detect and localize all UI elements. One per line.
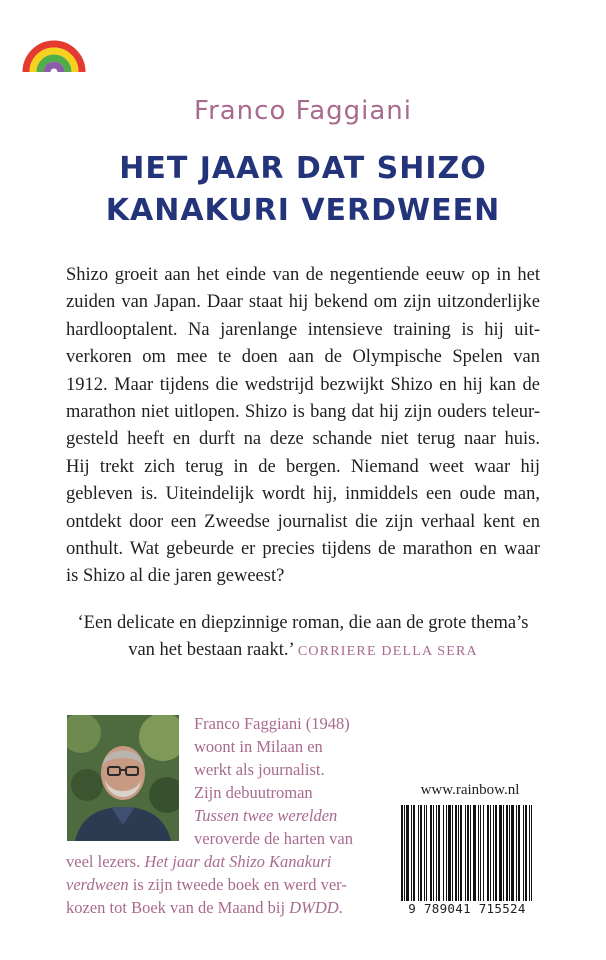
barcode-bar bbox=[495, 805, 497, 901]
barcode-bar bbox=[478, 805, 479, 901]
barcode-bar bbox=[487, 805, 489, 901]
quote-line-2 bbox=[66, 637, 540, 665]
barcode-bar bbox=[430, 805, 432, 901]
blurb-line: hardlooptalent. Na jarenlange intensieve training is hij uit- bbox=[66, 319, 540, 340]
barcode-bar bbox=[465, 805, 466, 901]
barcode-bar bbox=[525, 805, 527, 901]
barcode-bar bbox=[455, 805, 457, 901]
quote-source: CORRIERE DELLA SERA bbox=[297, 644, 478, 659]
blurb-line: marathon niet uitlopen. Shizo is bang dat hij zijn ouders teleur- bbox=[66, 401, 540, 422]
bio-text: is zijn tweede boek en werd ver- bbox=[128, 875, 347, 894]
barcode-bar bbox=[460, 805, 462, 901]
bio-line: werkt als journalist. bbox=[194, 760, 325, 779]
barcode-bar bbox=[518, 805, 520, 901]
bio-line: Franco Faggiani (1948) bbox=[194, 714, 350, 733]
barcode-bar bbox=[499, 805, 502, 901]
blurb-line: verkoren om mee te doen aan de Olympische Spelen van bbox=[66, 347, 540, 368]
barcode-bar bbox=[493, 805, 494, 909]
barcode-bar bbox=[436, 805, 437, 901]
blurb-line: ontdekt door een Zweedse journalist die zijn verhaal kent en bbox=[66, 511, 540, 532]
bio-text: . bbox=[338, 898, 343, 917]
quote-line-1: ‘Een delicate en diepzinnige roman, die aan de grote thema’s bbox=[77, 613, 529, 633]
barcode-bar bbox=[529, 805, 530, 901]
bio-text: kozen tot Boek van de Maand bij bbox=[66, 898, 290, 917]
barcode-bar bbox=[458, 805, 459, 901]
website-url: www.rainbow.nl bbox=[420, 782, 520, 798]
blurb-line: is Shizo al die jaren geweest? bbox=[66, 566, 285, 587]
barcode-bar bbox=[473, 805, 476, 901]
barcode-bar bbox=[511, 805, 514, 901]
barcode-bar bbox=[452, 805, 453, 901]
barcode-bar bbox=[413, 805, 415, 901]
blurb-line: onthult. Wat gebeurde er precies tijdens de marathon en waar bbox=[66, 538, 540, 559]
isbn-number: 9 789041 715524 bbox=[399, 901, 535, 916]
barcode-bar bbox=[433, 805, 434, 901]
blurb bbox=[66, 262, 540, 591]
bio-line: woont in Milaan en bbox=[194, 737, 323, 756]
dwdd-ref: DWDD bbox=[289, 898, 339, 917]
bio-line bbox=[66, 896, 366, 919]
barcode-bar bbox=[446, 805, 447, 901]
bio-line: veroverde de harten van bbox=[194, 829, 353, 848]
quote-text: van het bestaan raakt.’ bbox=[128, 640, 294, 660]
barcode-bar bbox=[411, 805, 412, 901]
author-photo bbox=[67, 715, 179, 841]
blurb-line: 1912. Maar tijdens die wedstrijd bezwijkt Shizo en hij kan de bbox=[66, 374, 540, 395]
bio-line bbox=[66, 850, 366, 873]
title-line-1: HET JAAR DAT SHIZO bbox=[119, 151, 487, 186]
bio-line bbox=[66, 873, 366, 896]
barcode-bar bbox=[467, 805, 469, 901]
barcode-bar bbox=[401, 805, 403, 909]
barcode-bar bbox=[406, 805, 409, 901]
barcode-icon bbox=[399, 805, 535, 909]
title-line-2: KANAKURI VERDWEEN bbox=[105, 193, 501, 228]
barcode-bar bbox=[418, 805, 419, 901]
rainbow-logo-icon bbox=[22, 24, 86, 76]
blurb-line: Shizo groeit aan het einde van de negentiende eeuw op in het bbox=[66, 265, 540, 285]
barcode-bar bbox=[426, 805, 427, 901]
review-quote bbox=[66, 610, 540, 665]
blurb-line: zuiden van Japan. Daar staat hij bekend om zijn uitzonderlijke bbox=[66, 292, 540, 313]
barcode-bar bbox=[438, 805, 440, 901]
barcode-bar bbox=[516, 805, 517, 901]
barcode-bar bbox=[443, 805, 444, 901]
barcode-bar bbox=[523, 805, 524, 901]
barcode-bar bbox=[424, 805, 425, 901]
author-name: Franco Faggiani bbox=[194, 96, 412, 126]
debut-title: Tussen twee werelden bbox=[194, 806, 338, 825]
bio-text: veel lezers. bbox=[66, 852, 145, 871]
barcode-bar bbox=[448, 805, 451, 901]
barcode-bar bbox=[490, 805, 491, 901]
barcode-bar bbox=[503, 805, 504, 901]
barcode-bar bbox=[531, 805, 532, 909]
blurb-line: gesteld heeft en durft na deze schande niet terug naar huis. bbox=[66, 429, 540, 450]
book-ref: verdween bbox=[66, 875, 129, 894]
book-title bbox=[0, 148, 606, 232]
barcode-bar bbox=[483, 805, 484, 901]
barcode-bar bbox=[420, 805, 422, 901]
barcode-bar bbox=[470, 805, 471, 901]
blurb-line: Hij trekt zich terug in de bergen. Niemand weet waar hij bbox=[66, 456, 540, 477]
barcode-bar bbox=[506, 805, 508, 901]
barcode-bar bbox=[480, 805, 481, 901]
barcode-bar bbox=[404, 805, 405, 909]
barcode-bar bbox=[509, 805, 510, 901]
blurb-line: gebleven is. Uiteindelijk wordt hij, inmiddels een oude man, bbox=[66, 484, 540, 505]
bio-line: Zijn debuutroman bbox=[194, 783, 313, 802]
book-ref: Het jaar dat Shizo Kanakuri bbox=[144, 852, 332, 871]
